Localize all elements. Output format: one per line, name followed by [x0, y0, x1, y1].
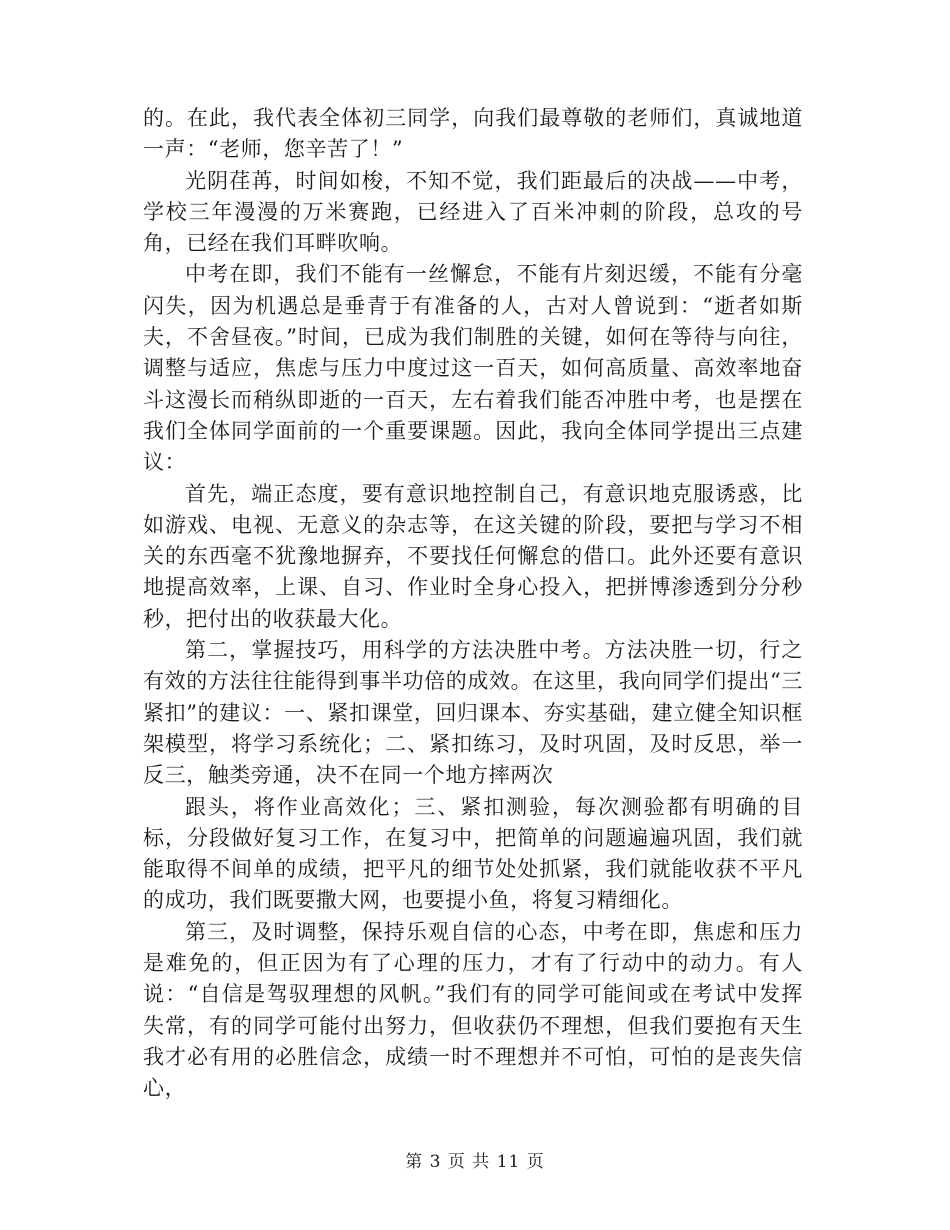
- paragraph-5: 第二，掌握技巧，用科学的方法决胜中考。方法决胜一切，行之有效的方法往往能得到事半功倍的成效。在这里，我向同学们提出“三紧扣”的建议：一、紧扣课堂，回归课本、夯实基础，建立健全知识框架模型，将学习系统化；二、紧扣练习，及时巩固，及时反思，举一反三，触类旁通，决不在同一个地方摔两次: [143, 638, 803, 788]
- paragraph-2: 光阴荏苒，时间如梭，不知不觉，我们距最后的决战——中考，学校三年漫漫的万米赛跑，已经进入了百米冲刺的阶段，总攻的号角，已经在我们耳畔吹响。: [143, 168, 803, 256]
- document-body: [143, 103, 803, 1105]
- paragraph-7: 第三，及时调整，保持乐观自信的心态，中考在即，焦虑和压力是难免的，但正因为有了心理的压力，才有了行动中的动力。有人说：“自信是驾驭理想的风帆。”我们有的同学可能间或在考试中发挥失常，有的同学可能付出努力，但收获仍不理想，但我们要抱有天生我才必有用的必胜信念，成绩一时不理想并不可怕，可怕的是丧失信心，: [143, 919, 803, 1101]
- paragraph-6: 跟头，将作业高效化；三、紧扣测验，每次测验都有明确的目标，分段做好复习工作，在复习中，把简单的问题遍遍巩固，我们就能取得不间单的成绩，把平凡的细节处处抓紧，我们就能收获不平凡的成功，我们既要撒大网，也要提小鱼，将复习精细化。: [143, 794, 803, 913]
- paragraph-4: 首先，端正态度，要有意识地控制自己，有意识地克服诱惑，比如游戏、电视、无意义的杂志等，在这关键的阶段，要把与学习不相关的东西毫不犹豫地摒弃，不要找任何懈怠的借口。此外还要有意识地提高效率，上课、自习、作业时全身心投入，把拼博渗透到分分秒秒，把付出的收获最大化。: [143, 481, 803, 631]
- paragraph-1: 的。在此，我代表全体初三同学，向我们最尊敬的老师们，真诚地道一声：“老师，您辛苦了！”: [143, 106, 803, 162]
- paragraph-3: 中考在即，我们不能有一丝懈怠，不能有片刻迟缓，不能有分毫闪失，因为机遇总是垂青于有准备的人，古对人曾说到：“逝者如斯夫，不舍昼夜。”时间，已成为我们制胜的关键，如何在等待与向往，调整与适应，焦虑与压力中度过这一百天，如何高质量、高效率地奋斗这漫长而稍纵即逝的一百天，左右着我们能否冲胜中考，也是摆在我们全体同学面前的一个重要课题。因此，我向全体同学提出三点建议：: [143, 262, 803, 475]
- page-footer: 第 3 页 共 11 页: [405, 1152, 545, 1172]
